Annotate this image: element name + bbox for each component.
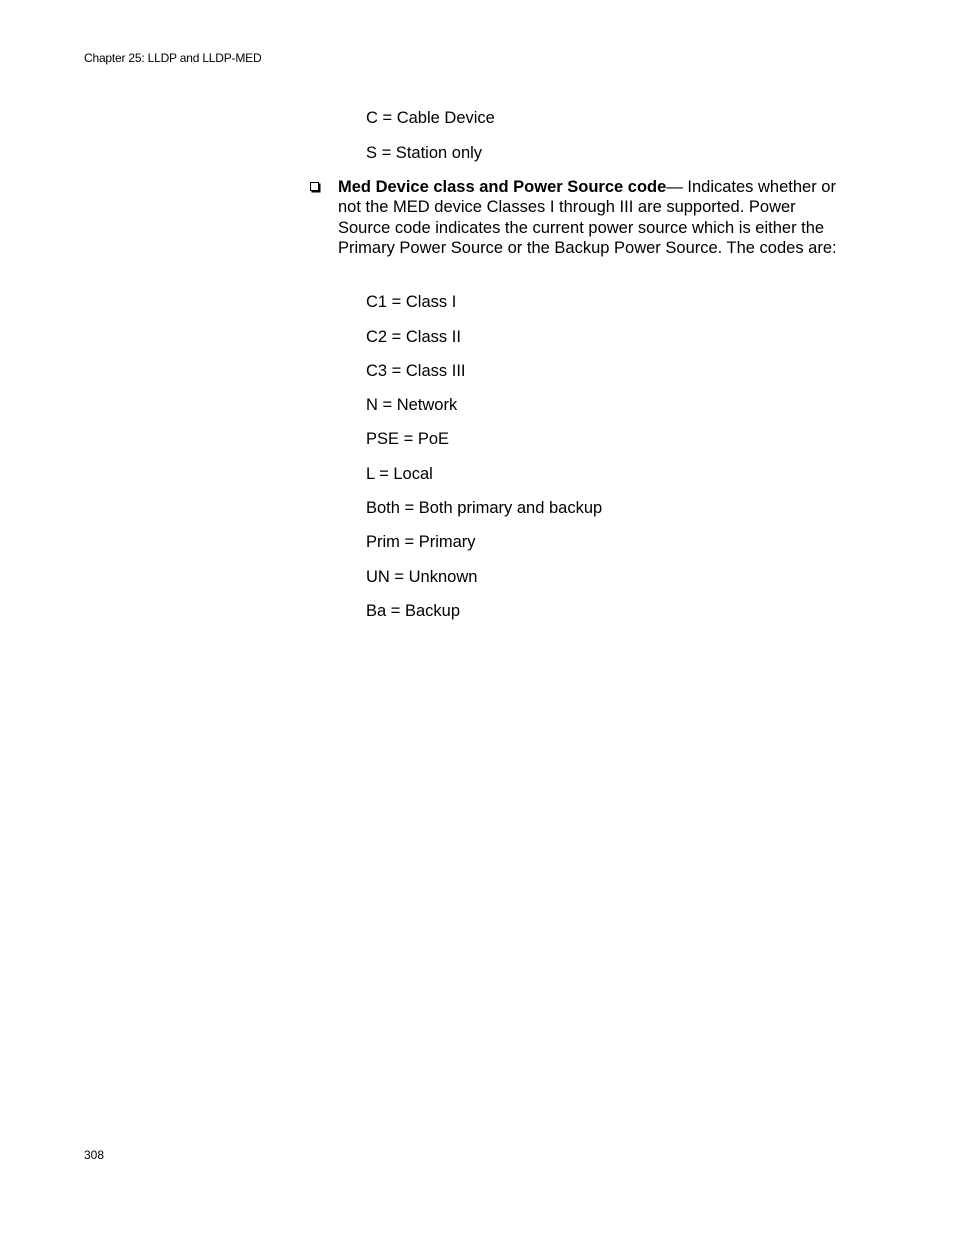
bullet-term: Med Device class and Power Source code — [338, 178, 667, 196]
power-code-pse: PSE = PoE — [366, 430, 450, 448]
bullet-text — [338, 177, 848, 259]
capability-code-cable-device: C = Cable Device — [366, 109, 495, 127]
running-header: Chapter 25: LLDP and LLDP-MED — [84, 51, 262, 65]
capability-code-station-only: S = Station only — [366, 144, 483, 162]
page-number: 308 — [84, 1148, 105, 1162]
power-code-network: N = Network — [366, 396, 458, 414]
power-code-unknown: UN = Unknown — [366, 568, 478, 586]
power-code-both: Both = Both primary and backup — [366, 499, 603, 517]
power-code-local: L = Local — [366, 465, 433, 483]
power-code-backup: Ba = Backup — [366, 602, 461, 620]
bullet-description: — Indicates whether or not the MED device Classes I through III are supported. Power Source code indicates the current power source which is either the Primary Power Source or the Backup Power Source. The codes are: — [338, 178, 837, 258]
bullet-square-icon — [310, 182, 319, 191]
power-code-c3: C3 = Class III — [366, 362, 466, 380]
power-code-c1: C1 = Class I — [366, 293, 457, 311]
power-code-c2: C2 = Class II — [366, 328, 461, 346]
power-code-primary: Prim = Primary — [366, 533, 476, 551]
